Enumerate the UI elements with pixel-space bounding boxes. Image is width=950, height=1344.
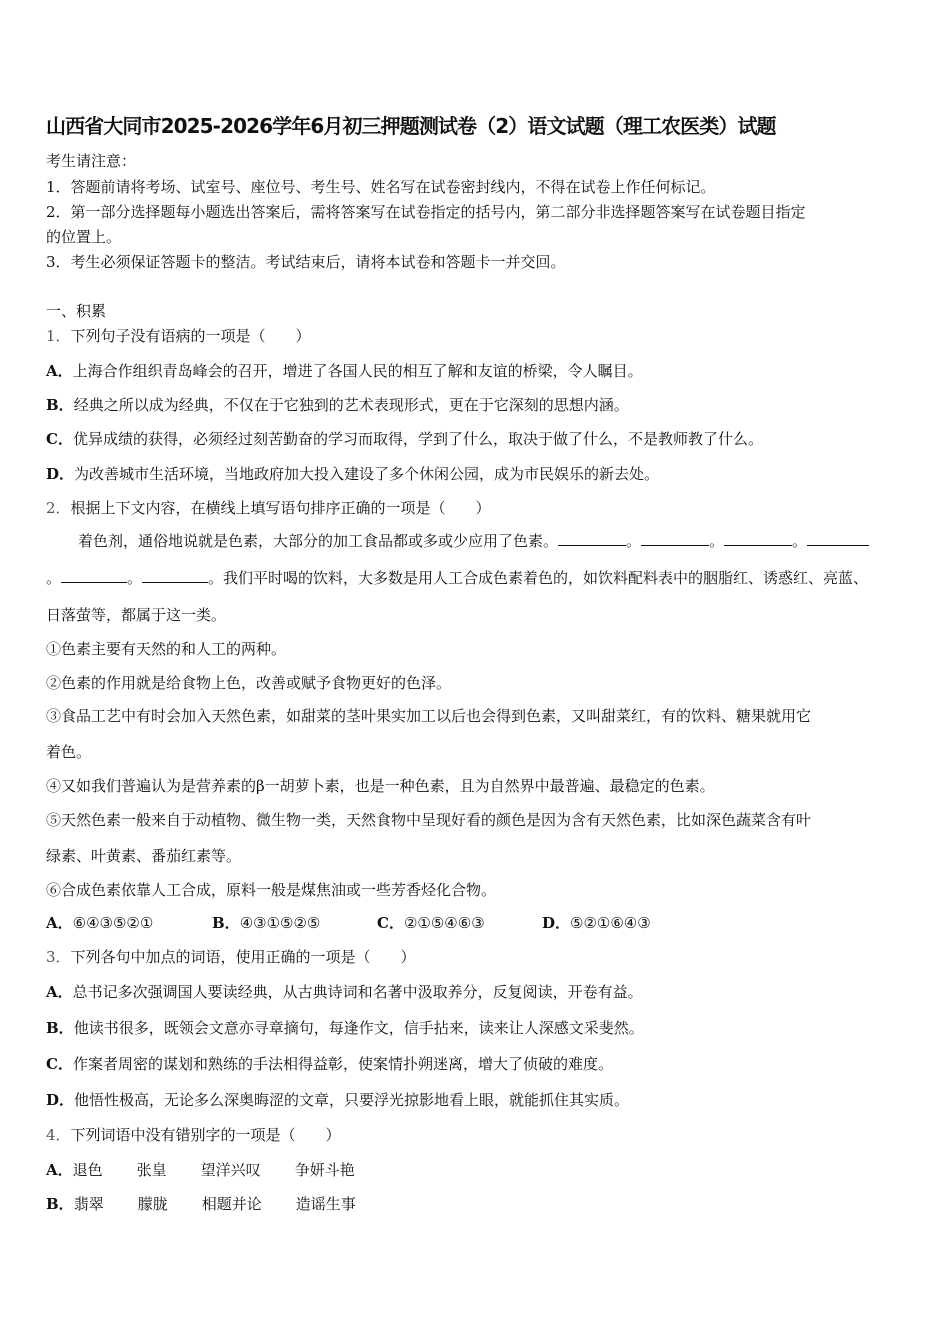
option-text: ④③①⑤②⑤: [239, 914, 321, 932]
question-number: 1．: [46, 327, 71, 345]
sentence-4: ④又如我们普遍认为是营养素的β一胡萝卜素，也是一种色素，且为自然界中最普遍、最稳定的色素。: [46, 777, 715, 795]
option-text: 他悟性极高，无论多么深奥晦涩的文章，只要浮光掠影地看上眼，就能抓住其实质。: [74, 1091, 630, 1109]
blank-6[interactable]: [142, 568, 208, 583]
word: 相题并论: [201, 1195, 262, 1213]
question-1-option-d[interactable]: [46, 464, 659, 484]
question-3-stem: [46, 947, 416, 967]
question-2-passage-line-2: [46, 568, 868, 588]
blank-5[interactable]: [61, 568, 127, 583]
passage-text: 着色剂，通俗地说就是色素，大部分的加工食品都或多或少应用了色素。: [78, 532, 559, 550]
word: 望洋兴叹: [200, 1161, 261, 1179]
option-text: ⑤②①⑥④③: [570, 914, 651, 932]
separator: 。: [127, 569, 143, 587]
option-label: A．: [46, 914, 73, 932]
option-text: 作案者周密的谋划和熟练的手法相得益彰，使案情扑朔迷离，增大了侦破的难度。: [72, 1055, 613, 1073]
question-2-stem: [46, 498, 491, 518]
separator: 。: [46, 569, 62, 587]
sentence-6: ⑥合成色素依靠人工合成，原料一般是煤焦油或一些芳香烃化合物。: [46, 881, 497, 899]
word: 退色: [72, 1161, 103, 1179]
option-label: A．: [46, 362, 73, 380]
section-heading: 一、积累: [46, 302, 107, 320]
question-number: 3．: [46, 948, 71, 966]
question-2-passage-line-1: [78, 531, 869, 551]
question-4-stem: [46, 1125, 341, 1145]
word: 朦胧: [137, 1195, 168, 1213]
option-label: B．: [46, 1195, 74, 1213]
question-text: 根据上下文内容，在横线上填写语句排序正确的一项是（ ）: [70, 499, 491, 517]
question-2-option-c[interactable]: [377, 913, 485, 933]
option-text: 上海合作组织青岛峰会的召开，增进了各国人民的相互了解和友谊的桥梁，令人瞩目。: [72, 362, 643, 380]
option-text: 他读书很多，既领会文意亦寻章摘句，每逢作文，信手拈来，读来让人深感文采斐然。: [73, 1019, 644, 1037]
notice-heading: 考生请注意：: [46, 152, 137, 170]
passage-text: 。我们平时喝的饮料，大多数是用人工合成色素着色的，如饮料配料表中的胭脂红、诱惑红、亮蓝、: [208, 569, 869, 587]
option-text: ⑥④③⑤②①: [72, 914, 154, 932]
word: 争妍斗艳: [294, 1161, 355, 1179]
question-2-option-d[interactable]: [542, 913, 651, 933]
blank-3[interactable]: [724, 531, 792, 546]
page-title: 山西省大同市2025-2026学年6月初三押题测试卷（2）语文试题（理工农医类）试题: [46, 114, 776, 138]
question-3-option-a[interactable]: [46, 982, 643, 1002]
notice-item-1: 1．答题前请将考场、试室号、座位号、考生号、姓名写在试卷密封线内，不得在试卷上作任何标记。: [46, 178, 716, 196]
sentence-5: ⑤天然色素一般来自于动植物、微生物一类，天然食物中呈现好看的颜色是因为含有天然色素，比如深色蔬菜含有叶: [46, 811, 812, 829]
separator: 。: [792, 532, 808, 550]
option-label: D．: [46, 1091, 75, 1109]
option-label: D．: [542, 914, 571, 932]
option-text: ②①⑤④⑥③: [403, 914, 485, 932]
question-1-stem: [46, 326, 311, 346]
sentence-3: ③食品工艺中有时会加入天然色素，如甜菜的茎叶果实加工以后也会得到色素，又叫甜菜红，有的饮料、糖果就用它: [46, 707, 812, 725]
question-1-option-c[interactable]: [46, 429, 763, 449]
question-2-option-a[interactable]: [46, 913, 153, 933]
question-text: 下列各句中加点的词语，使用正确的一项是（ ）: [70, 948, 416, 966]
option-label: A．: [46, 983, 73, 1001]
option-label: A．: [46, 1161, 73, 1179]
question-text: 下列句子没有语病的一项是（ ）: [70, 327, 311, 345]
option-label: B．: [46, 396, 74, 414]
question-2-passage-line-3: 日落萤等，都属于这一类。: [46, 606, 227, 624]
question-number: 4．: [46, 1126, 71, 1144]
blank-4[interactable]: [807, 531, 869, 546]
word: 翡翠: [73, 1195, 104, 1213]
sentence-5-cont: 绿素、叶黄素、番茄红素等。: [46, 847, 242, 865]
option-label: D．: [46, 465, 75, 483]
option-label: C．: [46, 430, 73, 448]
question-number: 2．: [46, 499, 71, 517]
question-2-option-b[interactable]: [212, 913, 320, 933]
question-4-option-a[interactable]: [46, 1160, 389, 1180]
option-label: B．: [212, 914, 240, 932]
question-4-option-b[interactable]: [46, 1194, 390, 1214]
blank-1[interactable]: [558, 531, 626, 546]
sentence-2: ②色素的作用就是给食物上色，改善或赋予食物更好的色泽。: [46, 674, 452, 692]
separator: 。: [626, 532, 642, 550]
question-1-option-a[interactable]: [46, 361, 643, 381]
separator: 。: [709, 532, 725, 550]
word: 张皇: [136, 1161, 167, 1179]
option-label: B．: [46, 1019, 74, 1037]
question-3-option-b[interactable]: [46, 1018, 644, 1038]
option-text: 优异成绩的获得，必须经过刻苦勤奋的学习而取得，学到了什么，取决于做了什么，不是教师教了什么。: [72, 430, 763, 448]
notice-item-2: 2．第一部分选择题每小题选出答案后，需将答案写在试卷指定的括号内，第二部分非选择题答案写在试卷题目指定: [46, 203, 806, 221]
blank-2[interactable]: [641, 531, 709, 546]
option-label: C．: [377, 914, 404, 932]
word: 造谣生事: [295, 1195, 356, 1213]
sentence-1: ①色素主要有天然的和人工的两种。: [46, 640, 287, 658]
option-text: 经典之所以成为经典，不仅在于它独到的艺术表现形式，更在于它深刻的思想内涵。: [73, 396, 629, 414]
option-text: 总书记多次强调国人要读经典，从古典诗词和名著中汲取养分，反复阅读，开卷有益。: [72, 983, 643, 1001]
option-label: C．: [46, 1055, 73, 1073]
question-3-option-d[interactable]: [46, 1090, 629, 1110]
question-text: 下列词语中没有错别字的一项是（ ）: [70, 1126, 341, 1144]
option-text: 为改善城市生活环境，当地政府加大投入建设了多个休闲公园，成为市民娱乐的新去处。: [74, 465, 660, 483]
question-1-option-b[interactable]: [46, 395, 629, 415]
question-3-option-c[interactable]: [46, 1054, 613, 1074]
notice-item-2-cont: 的位置上。: [46, 228, 122, 246]
notice-item-3: 3．考生必须保证答题卡的整洁。考试结束后，请将本试卷和答题卡一并交回。: [46, 253, 566, 271]
sentence-3-cont: 着色。: [46, 743, 92, 761]
